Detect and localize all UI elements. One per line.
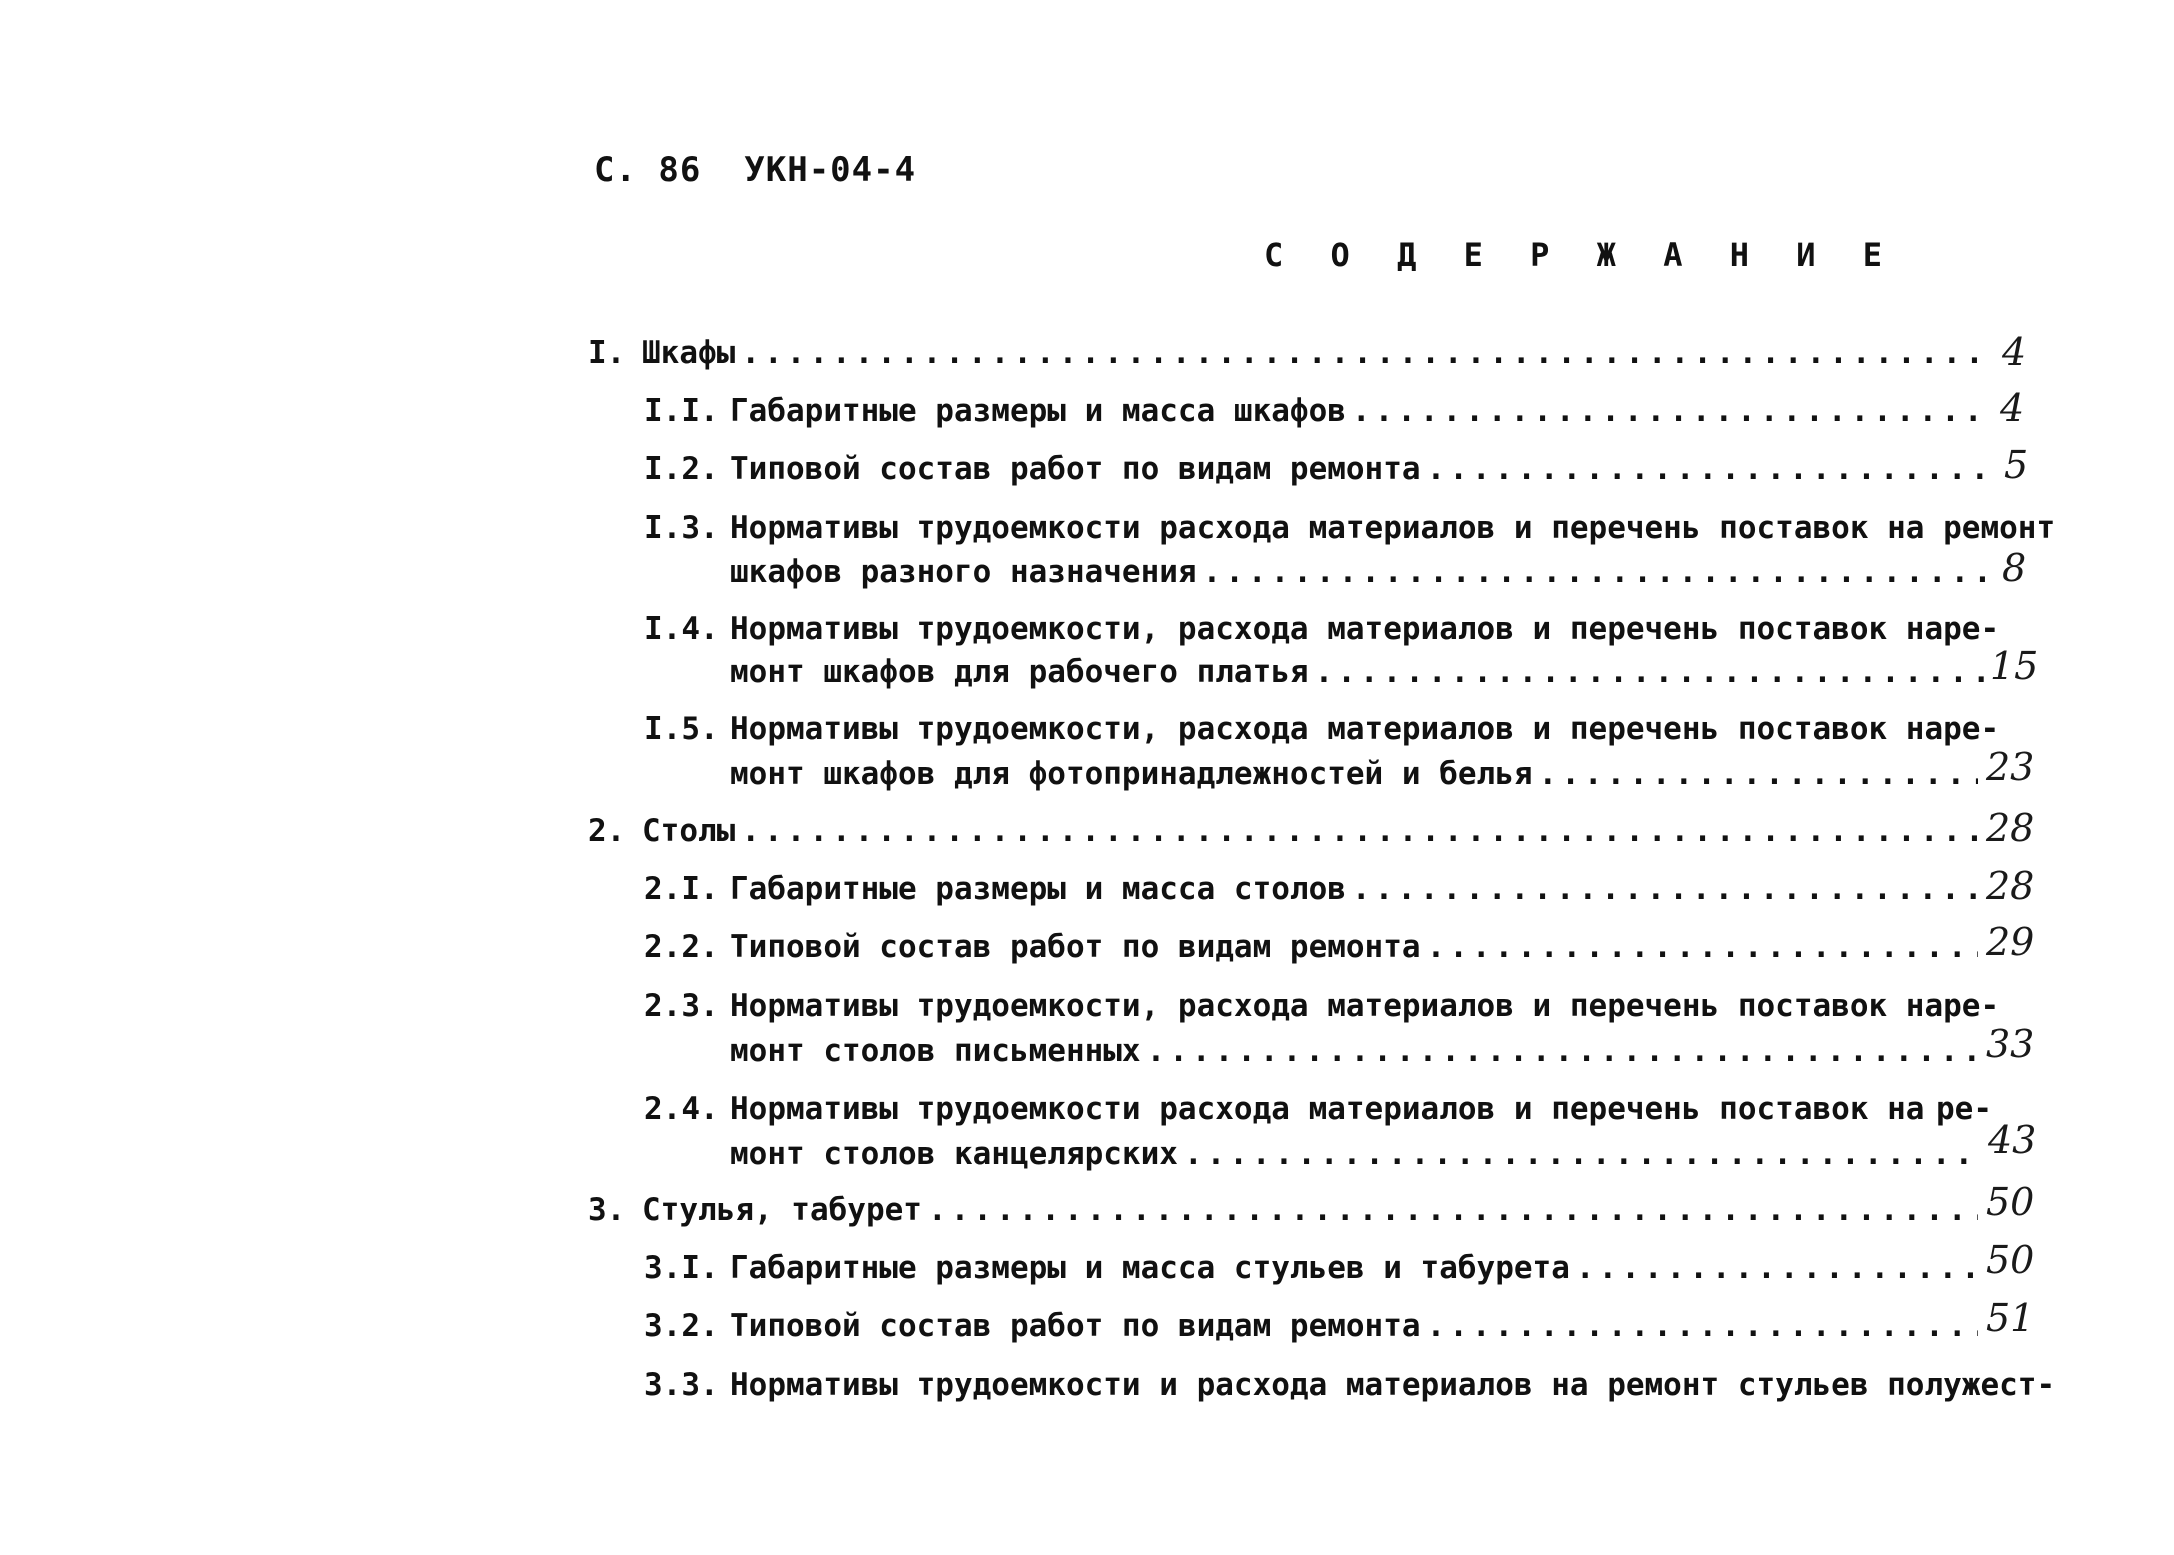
toc-entry-1-3 [644, 508, 2056, 548]
toc-text: Габаритные размеры и масса стульев и табурета [730, 1250, 1570, 1286]
toc-hyphen: ре- [1943, 611, 2000, 647]
toc-text: Нормативы трудоемкости, расхода материалов и перечень поставок на [730, 611, 1944, 647]
toc-leader-dots [1352, 391, 1986, 431]
toc-hyphen: ре- [1936, 1091, 1992, 1127]
toc-hyphen: ре- [1943, 988, 2000, 1024]
toc-number: 3.2. [644, 1308, 719, 1344]
toc-number: 2.3. [644, 988, 719, 1024]
toc-entry-2-4-continued [730, 1134, 1984, 1174]
toc-text: монт шкафов для рабочего платья [730, 654, 1309, 690]
toc-page-number: 28 [1986, 806, 2035, 850]
toc-number: 3.I. [644, 1250, 719, 1286]
toc-text: Нормативы трудоемкости расхода материалов и перечень поставок на ремонт [730, 510, 2056, 546]
toc-number: 3. [588, 1192, 626, 1228]
toc-number: 2.I. [644, 871, 719, 907]
toc-leader-dots [1539, 754, 1978, 794]
toc-leader-dots [1147, 1031, 1978, 1071]
toc-number: I.5. [644, 711, 719, 747]
toc-entry-2 [588, 811, 1984, 851]
toc-page-number: 28 [1986, 864, 2035, 908]
toc-leader-dots [1576, 1248, 1978, 1288]
toc-entry-3 [588, 1190, 1984, 1230]
toc-entry-3-1 [644, 1248, 1984, 1288]
toc-page-number: 5 [2004, 443, 2029, 487]
toc-number: I.2. [644, 451, 719, 487]
toc-entry-1-3-continued [730, 552, 1992, 592]
toc-page-number: 8 [2002, 546, 2027, 590]
toc-text: Столы [642, 813, 736, 849]
toc-text: Габаритные размеры и масса шкафов [730, 393, 1346, 429]
toc-page-number: 23 [1986, 745, 2035, 789]
toc-leader-dots [1315, 652, 1986, 692]
toc-leader-dots [1427, 449, 1986, 489]
toc-text: Нормативы трудоемкости и расхода материалов на ремонт стульев полужест- [730, 1367, 2056, 1403]
toc-text: Типовой состав работ по видам ремонта [730, 929, 1421, 965]
toc-entry-1-5 [644, 709, 2000, 749]
toc-text: Нормативы трудоемкости, расхода материалов и перечень поставок на [730, 711, 1944, 747]
toc-entry-1-1 [644, 391, 1992, 431]
toc-number: I.4. [644, 611, 719, 647]
toc-page-number: 33 [1986, 1022, 2035, 1066]
toc-text: Стулья, табурет [642, 1192, 922, 1228]
page-header: С. 86 УКН-04-4 [594, 150, 917, 190]
toc-number: I. [588, 335, 626, 371]
toc-number: 2.4. [644, 1091, 719, 1127]
toc-leader-dots [741, 811, 1978, 851]
toc-number: 2. [588, 813, 626, 849]
toc-text: Шкафы [642, 335, 736, 371]
toc-entry-1-5-continued [730, 754, 1984, 794]
toc-number: 3.3. [644, 1367, 719, 1403]
toc-page-number: 4 [2000, 386, 2025, 430]
toc-entry-1-4-continued [730, 652, 1992, 692]
toc-number: I.3. [644, 510, 719, 546]
toc-leader-dots [1427, 927, 1978, 967]
toc-entry-2-2 [644, 927, 1984, 967]
toc-text: Нормативы трудоемкости расхода материалов и перечень поставок на [730, 1091, 1925, 1127]
toc-entry-1 [588, 333, 1992, 373]
toc-page-number: 43 [1988, 1118, 2037, 1162]
toc-entry-2-1 [644, 869, 1984, 909]
toc-text: Габаритные размеры и масса столов [730, 871, 1346, 907]
toc-entry-2-3 [644, 986, 2000, 1026]
toc-number: 2.2. [644, 929, 719, 965]
toc-text: Типовой состав работ по видам ремонта [730, 451, 1421, 487]
toc-text: монт шкафов для фотопринадлежностей и белья [730, 756, 1533, 792]
toc-page-number: 50 [1986, 1180, 2035, 1224]
toc-hyphen: ре- [1943, 711, 2000, 747]
toc-leader-dots [1184, 1134, 1978, 1174]
toc-page-number: 50 [1986, 1238, 2035, 1282]
toc-text: Типовой состав работ по видам ремонта [730, 1308, 1421, 1344]
toc-text: Нормативы трудоемкости, расхода материалов и перечень поставок на [730, 988, 1944, 1024]
toc-entry-2-3-continued [730, 1031, 1984, 1071]
toc-page-number: 4 [2002, 330, 2027, 374]
toc-number: I.I. [644, 393, 719, 429]
toc-text: шкафов разного назначения [730, 554, 1197, 590]
toc-entry-3-3 [644, 1365, 2056, 1405]
toc-leader-dots [1352, 869, 1978, 909]
toc-leader-dots [741, 333, 1986, 373]
toc-page-number: 51 [1986, 1296, 2035, 1340]
toc-page-number: 29 [1986, 920, 2035, 964]
toc-entry-1-2 [644, 449, 1992, 489]
toc-text: монт столов письменных [730, 1033, 1141, 1069]
toc-leader-dots [1203, 552, 1986, 592]
toc-text: монт столов канцелярских [730, 1136, 1178, 1172]
toc-leader-dots [1427, 1306, 1978, 1346]
toc-leader-dots [928, 1190, 1978, 1230]
toc-entry-1-4 [644, 609, 2000, 649]
toc-page-number: 15 [1990, 644, 2039, 688]
toc-entry-2-4 [644, 1089, 1992, 1129]
toc-entry-3-2 [644, 1306, 1984, 1346]
contents-title: С О Д Е Р Ж А Н И Е [1264, 236, 1897, 274]
